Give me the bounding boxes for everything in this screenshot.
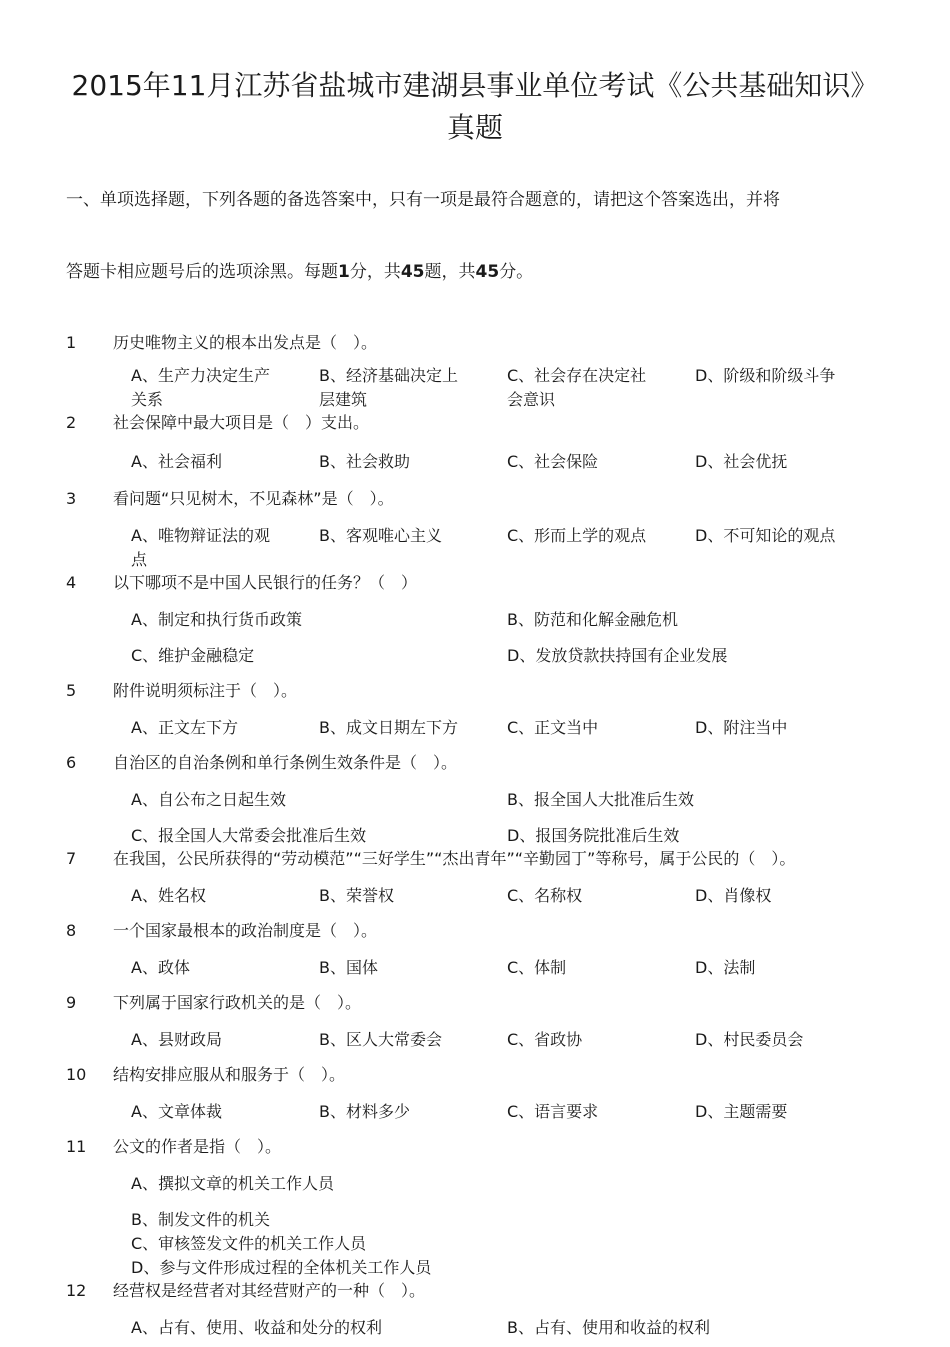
option-a: A、社会福利 <box>131 452 222 471</box>
option-c: C、维护金融稳定 <box>131 646 255 665</box>
question-text: 社会保障中最大项目是（ ）支出。 <box>113 413 370 432</box>
question-number: 6 <box>66 753 77 772</box>
option-b: B、经济基础决定上层建筑 <box>319 366 458 409</box>
intro-text-d: 分。 <box>499 262 534 282</box>
option-b: B、报全国人大批准后生效 <box>507 790 694 809</box>
intro-text-b: 分，共 <box>349 262 401 282</box>
section-intro-line2 <box>66 260 533 284</box>
option-d: D、主题需要 <box>695 1102 788 1121</box>
option-c: C、省政协 <box>507 1030 583 1049</box>
option-d: D、参与文件形成过程的全体机关工作人员 <box>131 1258 432 1277</box>
option-c: C、社会保险 <box>507 452 599 471</box>
option-b: B、成文日期左下方 <box>319 718 458 737</box>
option-d: D、肖像权 <box>695 886 772 905</box>
question-text: 结构安排应服从和服务于（ ）。 <box>113 1065 346 1084</box>
intro-score-per-question: 1 <box>338 262 350 282</box>
question-number: 11 <box>66 1137 87 1156</box>
intro-total-score: 45 <box>475 262 500 282</box>
option-a: A、县财政局 <box>131 1030 222 1049</box>
document-title-line1: 2015年11月江苏省盐城市建湖县事业单位考试《公共基础知识》 <box>71 69 879 102</box>
question-text: 历史唯物主义的根本出发点是（ ）。 <box>113 333 378 352</box>
option-a: A、占有、使用、收益和处分的权利 <box>131 1318 382 1337</box>
option-c: C、审核签发文件的机关工作人员 <box>131 1234 367 1253</box>
question-number: 1 <box>66 333 77 352</box>
option-b: B、占有、使用和收益的权利 <box>507 1318 710 1337</box>
option-b: B、荣誉权 <box>319 886 394 905</box>
question-number: 3 <box>66 489 77 508</box>
question-number: 9 <box>66 993 77 1012</box>
question-text: 看问题“只见树木，不见森林”是（ ）。 <box>113 489 394 508</box>
option-a: A、政体 <box>131 958 190 977</box>
option-a: A、自公布之日起生效 <box>131 790 286 809</box>
option-d: D、附注当中 <box>695 718 788 737</box>
option-b: B、制发文件的机关 <box>131 1210 270 1229</box>
option-a: A、制定和执行货币政策 <box>131 610 302 629</box>
option-b: B、区人大常委会 <box>319 1030 442 1049</box>
question-text: 以下哪项不是中国人民银行的任务？（ ） <box>113 573 418 592</box>
section-intro-line1: 一、单项选择题，下列各题的备选答案中，只有一项是最符合题意的，请把这个答案选出，并将 <box>66 190 780 210</box>
question-text: 公文的作者是指（ ）。 <box>113 1137 282 1156</box>
option-c: C、报全国人大常委会批准后生效 <box>131 826 367 845</box>
option-c: C、名称权 <box>507 886 583 905</box>
option-d: D、不可知论的观点 <box>695 526 836 545</box>
option-c: C、正文当中 <box>507 718 599 737</box>
option-a: A、正文左下方 <box>131 718 238 737</box>
question-number: 7 <box>66 849 77 868</box>
intro-text-c: 题，共 <box>424 262 476 282</box>
option-c: C、语言要求 <box>507 1102 599 1121</box>
option-b: B、材料多少 <box>319 1102 410 1121</box>
intro-question-count: 45 <box>400 262 425 282</box>
option-b: B、客观唯心主义 <box>319 526 442 545</box>
option-b: B、国体 <box>319 958 378 977</box>
option-a: A、生产力决定生产关系 <box>131 366 270 409</box>
question-text: 经营权是经营者对其经营财产的一种（ ）。 <box>113 1281 426 1300</box>
option-a: A、唯物辩证法的观点 <box>131 526 270 569</box>
option-c: C、社会存在决定社会意识 <box>507 366 647 409</box>
option-d: D、社会优抚 <box>695 452 788 471</box>
question-text: 自治区的自治条例和单行条例生效条件是（ ）。 <box>113 753 458 772</box>
question-number: 12 <box>66 1281 87 1300</box>
question-number: 8 <box>66 921 77 940</box>
question-text: 在我国，公民所获得的“劳动模范”“三好学生”“杰出青年”“辛勤园丁”等称号，属于公民的（ ）。 <box>113 849 796 868</box>
question-number: 4 <box>66 573 77 592</box>
option-c: C、形而上学的观点 <box>507 526 647 545</box>
option-c: C、体制 <box>507 958 567 977</box>
option-d: D、法制 <box>695 958 756 977</box>
question-text: 下列属于国家行政机关的是（ ）。 <box>113 993 362 1012</box>
question-number: 5 <box>66 681 77 700</box>
option-d: D、报国务院批准后生效 <box>507 826 680 845</box>
intro-text-a: 答题卡相应题号后的选项涂黑。每题 <box>66 262 338 282</box>
question-number: 2 <box>66 413 77 432</box>
option-a: A、文章体裁 <box>131 1102 222 1121</box>
option-a: A、姓名权 <box>131 886 206 905</box>
option-d: D、发放贷款扶持国有企业发展 <box>507 646 728 665</box>
option-b: B、防范和化解金融危机 <box>507 610 678 629</box>
question-text: 附件说明须标注于（ ）。 <box>113 681 298 700</box>
option-a: A、撰拟文章的机关工作人员 <box>131 1174 334 1193</box>
option-b: B、社会救助 <box>319 452 410 471</box>
option-d: D、阶级和阶级斗争 <box>695 366 836 385</box>
option-d: D、村民委员会 <box>695 1030 804 1049</box>
question-number: 10 <box>66 1065 87 1084</box>
document-title-line2: 真题 <box>446 111 503 144</box>
question-text: 一个国家最根本的政治制度是（ ）。 <box>113 921 378 940</box>
